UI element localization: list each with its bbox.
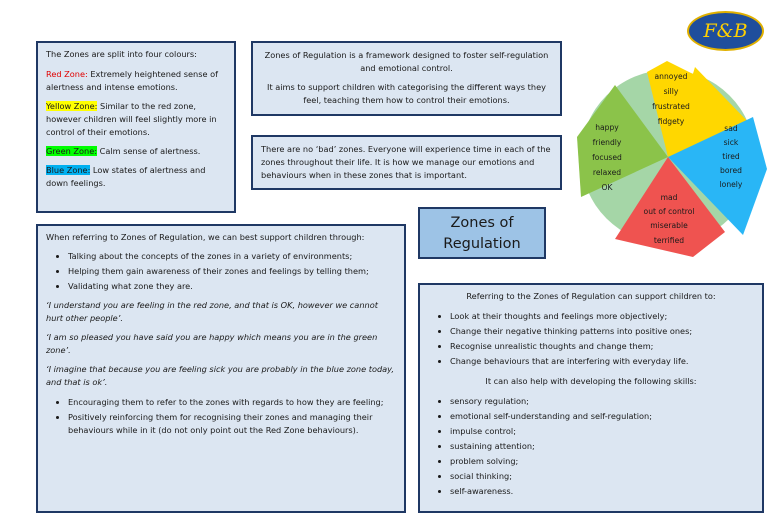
framework-description: Zones of Regulation is a framework designed to foster self-regulation and emotional control. [264,50,549,73]
red-zone-description [46,68,226,94]
no-bad-zones-text: There are no ‘bad’ zones. Everyone will experience time in each of the zones throughout their life. It is how we manage our emotions and behaviours when in these zones that is important. [261,144,551,180]
green-zone-text: Calm sense of alertness. [97,146,201,156]
list-item: • Look at their thoughts and feelings more objectively; [450,310,754,323]
red-zone-text: Extremely heightened sense of alertness and intense emotions. [46,69,219,92]
yellow-word: annoyed [654,72,688,81]
page-title [418,207,546,259]
quote-green-zone: ‘I am so pleased you have said you are happy which means you are in the green zone’. [46,332,378,355]
blue-zone-description [46,164,226,190]
zone-colours-heading: The Zones are split into four colours: [46,49,197,59]
title-line-2: Regulation [443,236,521,252]
skills-intro: It can also help with developing the following skills: [485,376,697,386]
list-item: • Change behaviours that are interfering with everyday life. [450,355,754,368]
list-item: • Validating what zone they are. [68,280,396,293]
yellow-word: silly [663,87,679,96]
list-item: • Talking about the concepts of the zones in a variety of environments; [68,250,396,263]
list-item: • impulse control; [450,425,754,438]
green-zone-description [46,145,226,158]
green-zone-label: Green Zone: [46,146,97,156]
list-item: • Encouraging them to refer to the zones with regards to how they are feeling; [68,396,396,409]
yellow-word: fidgety [657,117,685,126]
list-item: • Positively reinforcing them for recognising their zones and managing their behaviours while in it (do not only point out the Red Zone behaviours). [68,411,396,437]
list-item: • Recognise unrealistic thoughts and change them; [450,340,754,353]
red-word: mad [660,193,678,202]
list-item: • self-awareness. [450,485,754,498]
red-word: terrified [653,236,685,245]
logo-text: F&B [703,20,748,42]
list-item: • sustaining attention; [450,440,754,453]
quote-red-zone: ‘I understand you are feeling in the red zone, and that is OK, however we cannot hurt other people’. [46,300,378,323]
zone-colours-box [36,41,236,213]
yellow-word: frustrated [652,102,690,111]
list-item: • emotional self-understanding and self-regulation; [450,410,754,423]
red-zone-label: Red Zone: [46,69,88,79]
yellow-zone-label: Yellow Zone: [46,101,98,111]
blue-zone-text: Low states of alertness and down feelings. [46,165,206,188]
blue-word: tired [722,152,740,161]
list-item: • problem solving; [450,455,754,468]
list-item: • Helping them gain awareness of their zones and feelings by telling them; [68,265,396,278]
skills-list [428,395,754,498]
fb-logo [687,11,764,51]
list-item: • social thinking; [450,470,754,483]
support-box [36,224,406,513]
support-intro: When referring to Zones of Regulation, we can best support children through: [46,232,365,242]
title-line-1: Zones of [450,215,514,231]
blue-word: bored [720,166,742,175]
green-word: OK [601,183,613,192]
red-word: miserable [650,221,688,230]
quote-blue-zone: ‘I imagine that because you are feeling sick you are probably in the blue zone today, and that is ok’. [46,364,394,387]
blue-word: sad [724,124,738,133]
yellow-zone-text: Similar to the red zone, however children will feel slightly more in control of their emotions. [46,101,217,137]
benefits-box [418,283,764,513]
green-word: relaxed [592,168,622,177]
green-word: focused [592,153,622,162]
list-item: • Change their negative thinking patterns into positive ones; [450,325,754,338]
blue-word: sick [723,138,739,147]
support-list-2 [46,396,396,437]
yellow-zone-description [46,100,226,139]
benefits-intro: Referring to the Zones of Regulation can support children to: [466,291,716,301]
green-word: friendly [592,138,622,147]
no-bad-zones-box [251,135,562,190]
blue-zone-label: Blue Zone: [46,165,91,175]
zones-wheel [575,57,769,257]
benefits-list [428,310,754,368]
red-word: out of control [643,207,695,216]
green-word: happy [595,123,619,132]
support-list [46,250,396,293]
list-item: • sensory regulation; [450,395,754,408]
blue-word: lonely [719,180,743,189]
framework-aims: It aims to support children with categorising the different ways they feel, teaching them how to control their emotions. [267,82,546,105]
framework-box [251,41,562,116]
